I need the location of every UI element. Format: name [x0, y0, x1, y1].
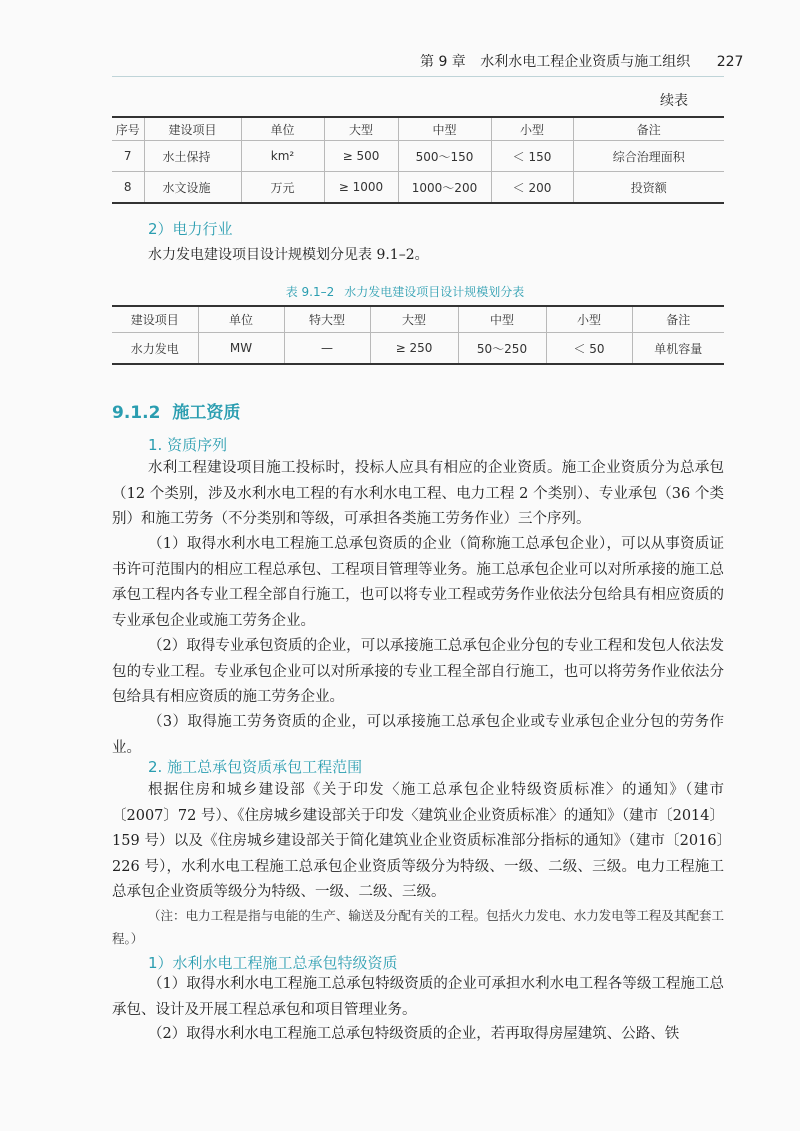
column-header: 建设项目	[112, 306, 198, 333]
table-cell: 投资额	[573, 172, 724, 204]
subheading-qualification-sequence: 1. 资质序列	[148, 436, 228, 454]
table-row	[112, 333, 724, 365]
table-cell: 水文设施	[144, 172, 241, 204]
column-header: 备注	[573, 117, 724, 141]
header-rule	[112, 76, 724, 77]
running-header	[420, 51, 743, 71]
table-caption-title: 水力发电建设项目设计规模划分表	[344, 285, 525, 299]
section-heading	[112, 398, 240, 423]
column-header: 中型	[398, 117, 491, 141]
column-header: 大型	[370, 306, 458, 333]
paragraph: （2）取得专业承包资质的企业，可以承接施工总承包企业分包的专业工程和发包人依法发包的专业工程。专业承包企业可以对所承接的专业工程全部自行施工，也可以将劳务作业依法分包给具有相应资质的施工劳务企业。	[112, 638, 724, 706]
power-industry-heading: 2）电力行业	[148, 220, 233, 238]
section-title: 施工资质	[172, 403, 241, 423]
table-cell: 水力发电	[112, 333, 198, 365]
hydropower-scale-table	[112, 305, 724, 365]
chapter-label: 第 9 章	[420, 54, 466, 70]
paragraph: （3）取得施工劳务资质的企业，可以承接施工总承包企业或专业承包企业分包的劳务作业。	[112, 714, 724, 756]
paragraph: （2）取得水利水电工程施工总承包特级资质的企业，若再取得房屋建筑、公路、铁	[148, 1026, 680, 1042]
continued-label: 续表	[660, 93, 688, 109]
power-intro: 水力发电建设项目设计规模划分见表 9.1–2。	[148, 247, 429, 263]
table-cell: ≥ 250	[370, 333, 458, 365]
table-cell: 8	[112, 172, 144, 204]
chapter-title: 水利水电工程企业资质与施工组织	[480, 54, 691, 70]
table-header-row	[112, 117, 724, 141]
table-cell: —	[284, 333, 370, 365]
column-header: 中型	[458, 306, 546, 333]
section-number: 9.1.2	[112, 403, 161, 423]
table-cell: ＜ 150	[491, 141, 573, 172]
table-caption	[0, 283, 800, 300]
column-header: 单位	[198, 306, 284, 333]
paragraph: （1）取得水利水电工程施工总承包资质的企业（简称施工总承包企业），可以从事资质证书许可范围内的相应工程总承包、工程项目管理等业务。施工总承包企业可以对所承接的施工总承包工程内各专业工程全部自行施工，也可以将专业工程或劳务作业依法分包给具有相应资质的专业承包企业或施工劳务企业。	[112, 536, 724, 629]
table-cell: 50～250	[458, 333, 546, 365]
column-header: 特大型	[284, 306, 370, 333]
table-header-row	[112, 306, 724, 333]
table-cell: 7	[112, 141, 144, 172]
paragraph: 水利工程建设项目施工投标时，投标人应具有相应的企业资质。施工企业资质分为总承包（12 个类别，涉及水利水电工程的有水利水电工程、电力工程 2 个类别）、专业承包（36 个类别）和施工劳务（不分类别和等级，可承担各类施工劳务作业）三个序列。	[112, 460, 724, 528]
table-cell: km²	[241, 141, 324, 172]
table-cell: 综合治理面积	[573, 141, 724, 172]
table-caption-number: 表 9.1–2	[285, 285, 335, 299]
table-cell: 水土保持	[144, 141, 241, 172]
column-header: 备注	[632, 306, 724, 333]
table-cell: ≥ 500	[324, 141, 398, 172]
table-cell: 1000～200	[398, 172, 491, 204]
column-header: 小型	[491, 117, 573, 141]
table-cell: ＜ 50	[546, 333, 632, 365]
column-header: 单位	[241, 117, 324, 141]
table-cell: ≥ 1000	[324, 172, 398, 204]
table-row	[112, 141, 724, 172]
table-cell: 单机容量	[632, 333, 724, 365]
column-header: 建设项目	[144, 117, 241, 141]
column-header: 序号	[112, 117, 144, 141]
table-cell: 万元	[241, 172, 324, 204]
scale-table-continued	[112, 116, 724, 204]
subheading-contracting-scope: 2. 施工总承包资质承包工程范围	[148, 758, 363, 776]
table-cell: MW	[198, 333, 284, 365]
column-header: 大型	[324, 117, 398, 141]
note-paragraph: （注：电力工程是指与电能的生产、输送及分配有关的工程。包括火力发电、水力发电等工程及其配套工程。）	[112, 908, 724, 946]
table-row	[112, 172, 724, 204]
paragraph: 根据住房和城乡建设部《关于印发〈施工总承包企业特级资质标准〉的通知》（建市〔2007〕72 号）、《住房城乡建设部关于印发〈建筑业企业资质标准〉的通知》（建市〔2014〕159 号）以及《住房城乡建设部关于简化建筑业企业资质标准部分指标的通知》（建市〔2016〕226 号），水利水电工程施工总承包企业资质等级分为特级、一级、二级、三级。电力工程施工总承包企业资质等级分为特级、一级、二级、三级。	[112, 782, 724, 901]
paragraph: （1）取得水利水电工程施工总承包特级资质的企业可承担水利水电工程各等级工程施工总承包、设计及开展工程总承包和项目管理业务。	[112, 976, 724, 1018]
table-cell: ＜ 200	[491, 172, 573, 204]
page-number: 227	[716, 54, 744, 70]
column-header: 小型	[546, 306, 632, 333]
subheading-special-grade: 1）水利水电工程施工总承包特级资质	[148, 954, 398, 972]
table-cell: 500～150	[398, 141, 491, 172]
